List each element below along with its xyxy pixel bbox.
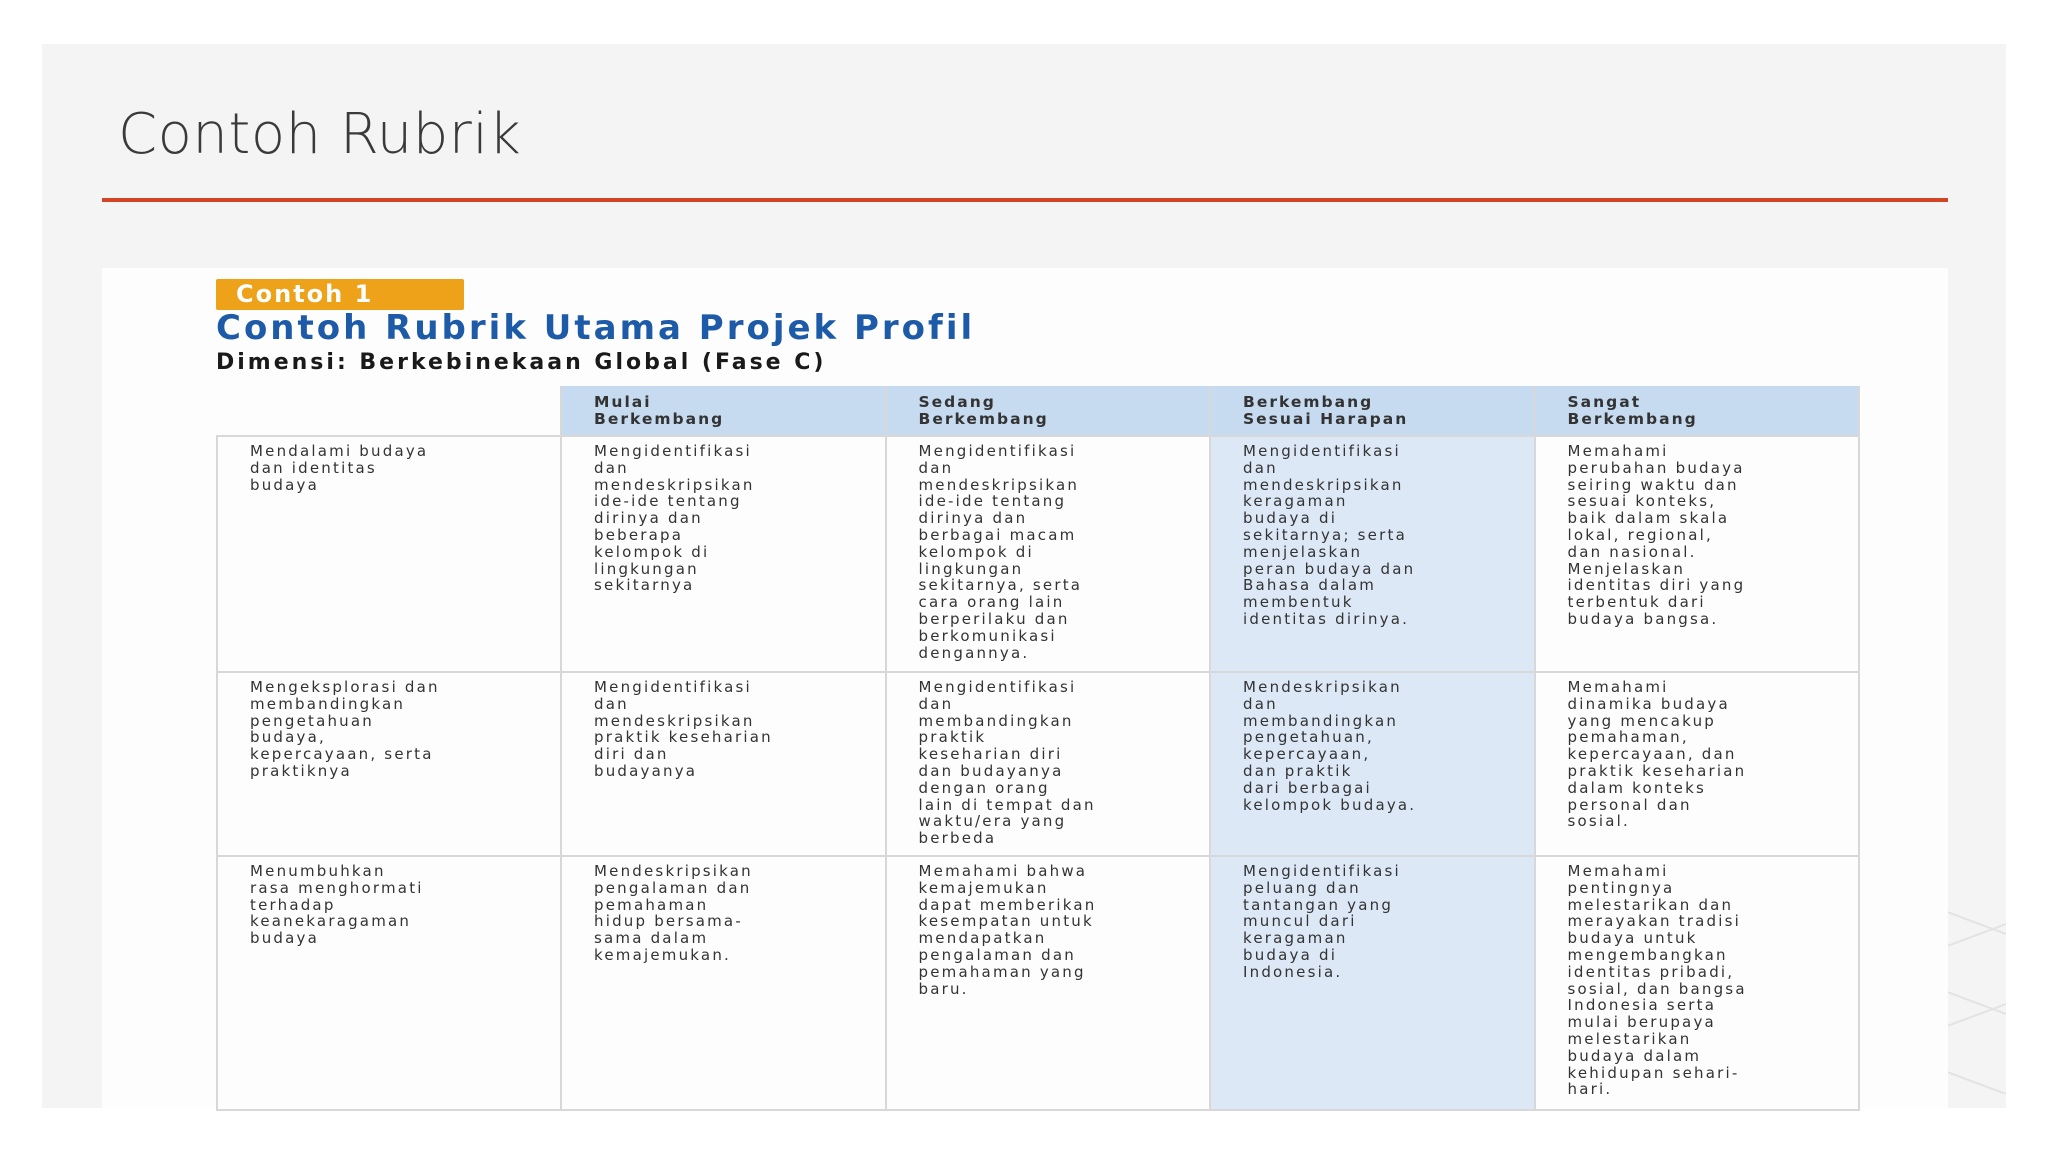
table-cell: Mengidentifikasi dan mendeskripsikan keragaman budaya di sekitarnya; serta menjelaskan peran budaya dan Bahasa dalam membentuk identitas dirinya.	[1210, 436, 1535, 672]
table-cell: Mengidentifikasi dan mendeskripsikan ide-ide tentang dirinya dan berbagai macam kelompok di lingkungan sekitarnya, serta cara orang lain berperilaku dan berkomunikasi dengannya.	[886, 436, 1211, 672]
criteria-cell: Mendalami budaya dan identitas budaya	[217, 436, 561, 672]
table-cell: Mengidentifikasi dan mendeskripsikan ide-ide tentang dirinya dan beberapa kelompok di lingkungan sekitarnya	[561, 436, 886, 672]
rubric-document-image	[102, 268, 1948, 1108]
rubric-table	[216, 386, 1860, 1111]
table-cell: Memahami perubahan budaya seiring waktu dan sesuai konteks, baik dalam skala lokal, regional, dan nasional. Menjelaskan identitas diri yang terbentuk dari budaya bangsa.	[1535, 436, 1860, 672]
table-row	[217, 436, 1859, 672]
header-mulai-berkembang: Mulai Berkembang	[561, 386, 886, 436]
criteria-cell: Mengeksplorasi dan membandingkan pengetahuan budaya, kepercayaan, serta praktiknya	[217, 672, 561, 856]
table-cell: Memahami bahwa kemajemukan dapat memberikan kesempatan untuk mendapatkan pengalaman dan pemahaman yang baru.	[886, 856, 1211, 1110]
table-cell: Mendeskripsikan pengalaman dan pemahaman hidup bersama- sama dalam kemajemukan.	[561, 856, 886, 1110]
table-row	[217, 672, 1859, 856]
header-sedang-berkembang: Sedang Berkembang	[886, 386, 1211, 436]
table-cell: Memahami dinamika budaya yang mencakup pemahaman, kepercayaan, dan praktik keseharian dalam konteks personal dan sosial.	[1535, 672, 1860, 856]
header-sangat-berkembang: Sangat Berkembang	[1535, 386, 1860, 436]
table-cell: Mendeskripsikan dan membandingkan pengetahuan, kepercayaan, dan praktik dari berbagai kelompok budaya.	[1210, 672, 1535, 856]
slide	[42, 44, 2006, 1108]
header-cell-empty	[217, 386, 561, 436]
document-subheading: Dimensi: Berkebinekaan Global (Fase C)	[216, 350, 827, 375]
criteria-cell: Menumbuhkan rasa menghormati terhadap keanekaragaman budaya	[217, 856, 561, 1110]
header-berkembang-sesuai-harapan: Berkembang Sesuai Harapan	[1210, 386, 1535, 436]
table-header-row	[217, 386, 1859, 436]
example-badge: Contoh 1	[216, 279, 464, 310]
document-heading: Contoh Rubrik Utama Projek Profil	[216, 308, 976, 348]
table-cell: Memahami pentingnya melestarikan dan merayakan tradisi budaya untuk mengembangkan identitas pribadi, sosial, dan bangsa Indonesia serta mulai berupaya melestarikan budaya dalam kehidupan sehari- hari.	[1535, 856, 1860, 1110]
table-cell: Mengidentifikasi peluang dan tantangan yang muncul dari keragaman budaya di Indonesia.	[1210, 856, 1535, 1110]
table-cell: Mengidentifikasi dan mendeskripsikan praktik keseharian diri dan budayanya	[561, 672, 886, 856]
table-cell: Mengidentifikasi dan membandingkan praktik keseharian diri dan budayanya dengan orang lain di tempat dan waktu/era yang berbeda	[886, 672, 1211, 856]
table-row	[217, 856, 1859, 1110]
slide-title: Contoh Rubrik	[118, 102, 522, 167]
title-divider	[102, 198, 1948, 202]
